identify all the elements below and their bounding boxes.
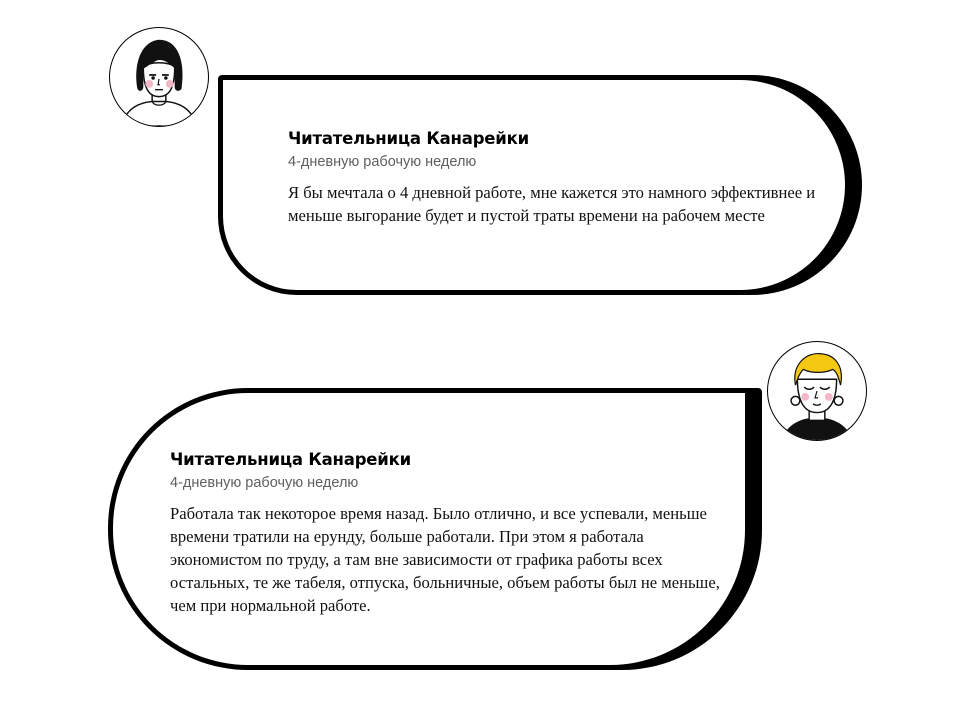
review-topic: 4-дневную рабочую неделю	[170, 475, 359, 491]
woman-dark-hair-icon	[110, 28, 208, 126]
review-author: Читательница Канарейки	[170, 450, 412, 469]
review-text: Я бы мечтала о 4 дневной работе, мне кажется это намного эффективнее и меньше выгорание будет и пустой траты времени на рабочем месте	[288, 183, 816, 225]
woman-blonde-hair-avatar	[767, 341, 867, 441]
woman-blonde-hair-icon	[768, 342, 866, 440]
woman-dark-hair-avatar	[109, 27, 209, 127]
review-content	[288, 128, 828, 227]
review-topic: 4-дневную рабочую неделю	[288, 154, 477, 170]
review-card-1	[218, 75, 850, 295]
review-card-2	[108, 388, 750, 670]
review-text: Работала так некоторое время назад. Было отлично, и все успевали, меньше времени тратили на ерунду, больше работали. При этом я работала экономистом по труду, а там вне зависимости от графика работы всех остальных, те же табеля, отпуска, больничные, объем работы был не меньше, чем при нормальной работе.	[170, 504, 720, 615]
review-content	[170, 449, 730, 617]
review-author: Читательница Канарейки	[288, 129, 530, 148]
